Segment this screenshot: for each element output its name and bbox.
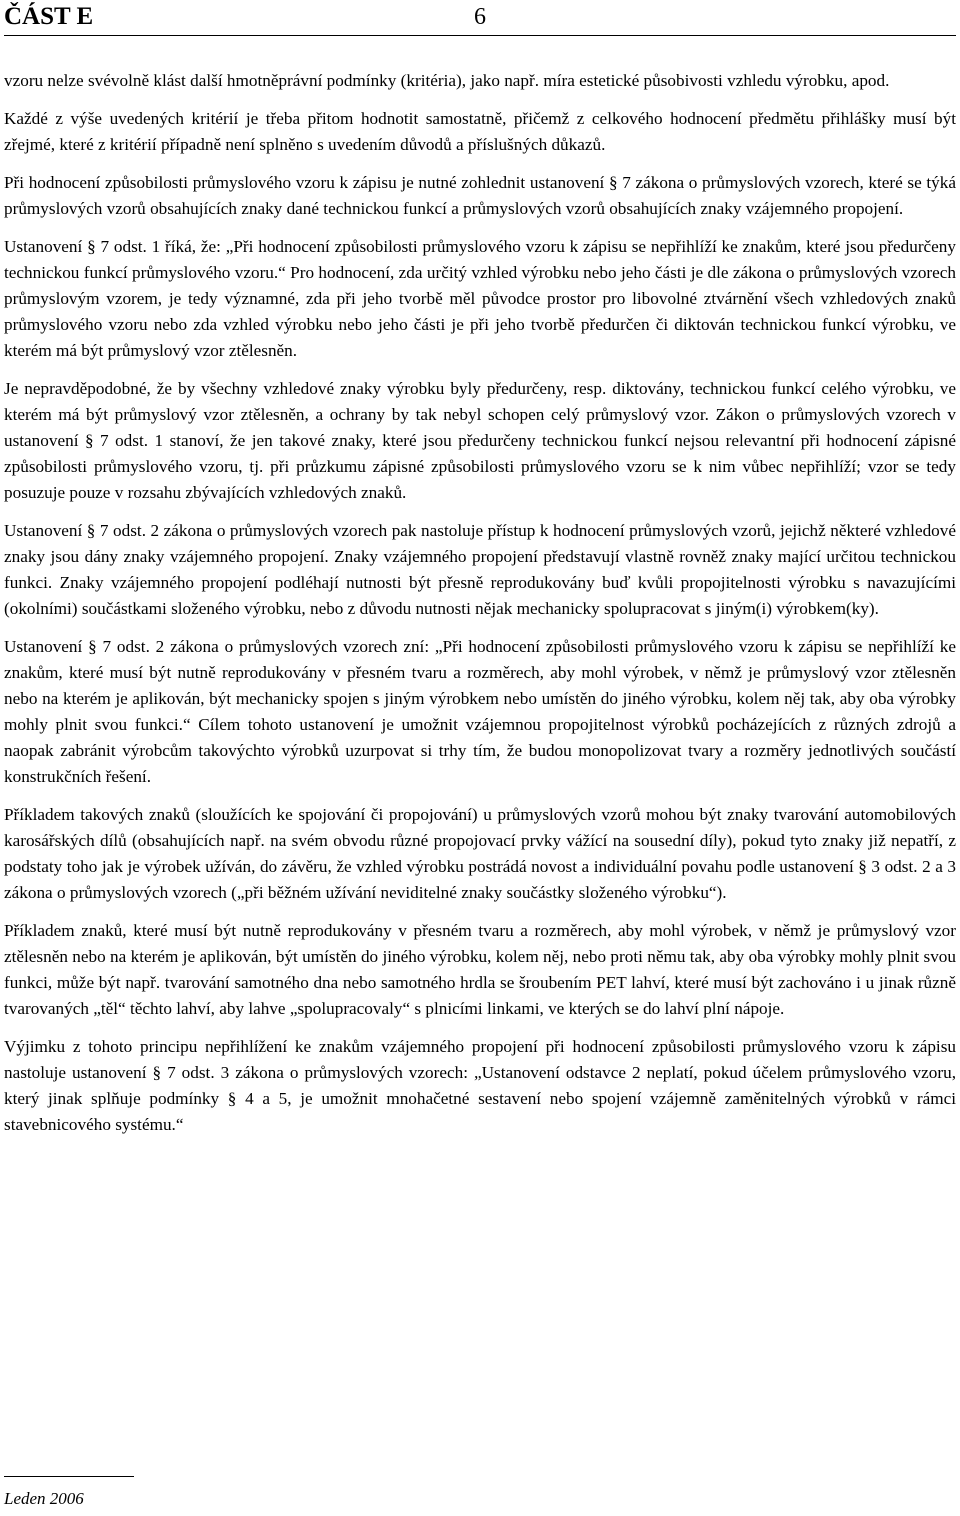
paragraph: Každé z výše uvedených kritérií je třeba přitom hodnotit samostatně, přičemž z celkového hodnocení předmětu přihlášky musí být zřejmé, které z kritérií případně není splněno s uvedením důvodů a příslušných důkazů. bbox=[4, 109, 956, 154]
paragraph: Ustanovení § 7 odst. 1 říká, že: „Při hodnocení způsobilosti průmyslového vzoru k zápisu se nepřihlíží ke znakům, které jsou předurčeny technickou funkcí průmyslového vzoru.“ Pro hodnocení, zda určitý vzhled výrobku nebo jeho části je dle zákona o průmyslových vzorech průmyslovým vzorem, je tedy významné, zda při jeho tvorbě měl původce prostor pro libovolné ztvárnění všech vzhledových znaků průmyslového vzoru nebo zda vzhled výrobku nebo jeho části je při jeho tvorbě předurčen či diktován technickou funkcí výrobku, ve kterém má být průmyslový vzor ztělesněn. bbox=[4, 237, 956, 360]
header-divider bbox=[4, 35, 956, 36]
section-title: ČÁST E bbox=[4, 3, 94, 30]
page-number: 6 bbox=[474, 4, 486, 30]
page-header bbox=[4, 0, 956, 38]
paragraph: vzoru nelze svévolně klást další hmotněprávní podmínky (kritéria), jako např. míra estetické působivosti vzhledu výrobku, apod. bbox=[4, 71, 890, 90]
document-body bbox=[4, 68, 956, 1150]
paragraph: Ustanovení § 7 odst. 2 zákona o průmyslových vzorech zní: „Při hodnocení způsobilosti průmyslového vzoru k zápisu se nepřihlíží ke znakům, které musí být nutně reprodukovány v přesném tvaru a rozměrech, aby mohl výrobek, v němž je průmyslový vzor ztělesněn nebo na kterém je aplikován, být mechanicky spojen s jiným výrobkem nebo umístěn do jiného výrobku, kolem něj tak, aby oba výrobky mohly plnit svou funkci.“ Cílem tohoto ustanovení je umožnit vzájemnou propojitelnost výrobků pocházejících z různých zdrojů a naopak zabránit výrobcům takovýchto výrobků uzurpovat si trhy tím, že budou monopolizovat tvary a rozměry jednotlivých součástí konstrukčních řešení. bbox=[4, 637, 956, 786]
paragraph: Příkladem znaků, které musí být nutně reprodukovány v přesném tvaru a rozměrech, aby mohl výrobek, v němž je průmyslový vzor ztělesněn nebo na kterém je aplikován, být umístěn do jiného výrobku, kolem něj, nebo proti němu tak, aby oba výrobky mohly plnit svou funkci, může být např. tvarování samotného dna nebo samotného hrdla se šroubením PET lahví, které musí být zachováno i u jinak různě tvarovaných „těl“ těchto lahví, aby lahve „spolupracovaly“ s plnicími linkami, ve kterých se do lahví plní nápoje. bbox=[4, 921, 956, 1018]
footer-date: Leden 2006 bbox=[4, 1489, 84, 1508]
paragraph: Při hodnocení způsobilosti průmyslového vzoru k zápisu je nutné zohlednit ustanovení § 7 zákona o průmyslových vzorech, které se týká průmyslových vzorů obsahujících znaky dané technickou funkcí a průmyslových vzorů obsahujících znaky vzájemného propojení. bbox=[4, 173, 956, 218]
paragraph: Výjimku z tohoto principu nepřihlížení ke znakům vzájemného propojení při hodnocení způsobilosti průmyslového vzoru k zápisu nastoluje ustanovení § 7 odst. 3 zákona o průmyslových vzorech: „Ustanovení odstavce 2 neplatí, pokud účelem průmyslového vzoru, který jinak splňuje podmínky § 4 a 5, je umožnit mnohačetné sestavení nebo spojení vzájemně zaměnitelných výrobků v rámci stavebnicového systému.“ bbox=[4, 1037, 956, 1134]
paragraph: Příkladem takových znaků (sloužících ke spojování či propojování) u průmyslových vzorů mohou být znaky tvarování automobilových karosářských dílů (obsahujících např. na svém obvodu různé propojovací prvky vážící na sousední díly), pokud tyto znaky již nepatří, z podstaty toho jak je výrobek užíván, do závěru, že vzhled výrobku postrádá novost a individuální povahu podle ustanovení § 3 odst. 2 a 3 zákona o průmyslových vzorech („při běžném užívání neviditelné znaky součástky složeného výrobku“). bbox=[4, 805, 956, 902]
paragraph: Je nepravděpodobné, že by všechny vzhledové znaky výrobku byly předurčeny, resp. diktovány, technickou funkcí celého výrobku, ve kterém má být průmyslový vzor ztělesněn, a ochrany by tak nebyl schopen celý průmyslový vzor. Zákon o průmyslových vzorech v ustanovení § 7 odst. 1 stanoví, že jen takové znaky, které jsou předurčeny technickou funkcí nejsou relevantní při hodnocení zápisné způsobilosti průmyslového vzoru, tj. při průzkumu zápisné způsobilosti průmyslového vzoru se k nim vůbec nepřihlíží; vzor se tedy posuzuje pouze v rozsahu zbývajících vzhledových znaků. bbox=[4, 379, 956, 502]
paragraph: Ustanovení § 7 odst. 2 zákona o průmyslových vzorech pak nastoluje přístup k hodnocení průmyslových vzorů, jejichž některé vzhledové znaky jsou dány znaky vzájemného propojení. Znaky vzájemného propojení představují vlastně rovněž znaky mající určitou technickou funkci. Znaky vzájemného propojení podléhají nutnosti být přesně reprodukovány buď kvůli propojitelnosti výrobku s navazujícími (okolními) součástkami složeného výrobku, nebo z důvodu nutnosti nějak mechanicky spolupracovat s jiným(i) výrobkem(ky). bbox=[4, 521, 956, 618]
footer-divider bbox=[4, 1476, 134, 1477]
